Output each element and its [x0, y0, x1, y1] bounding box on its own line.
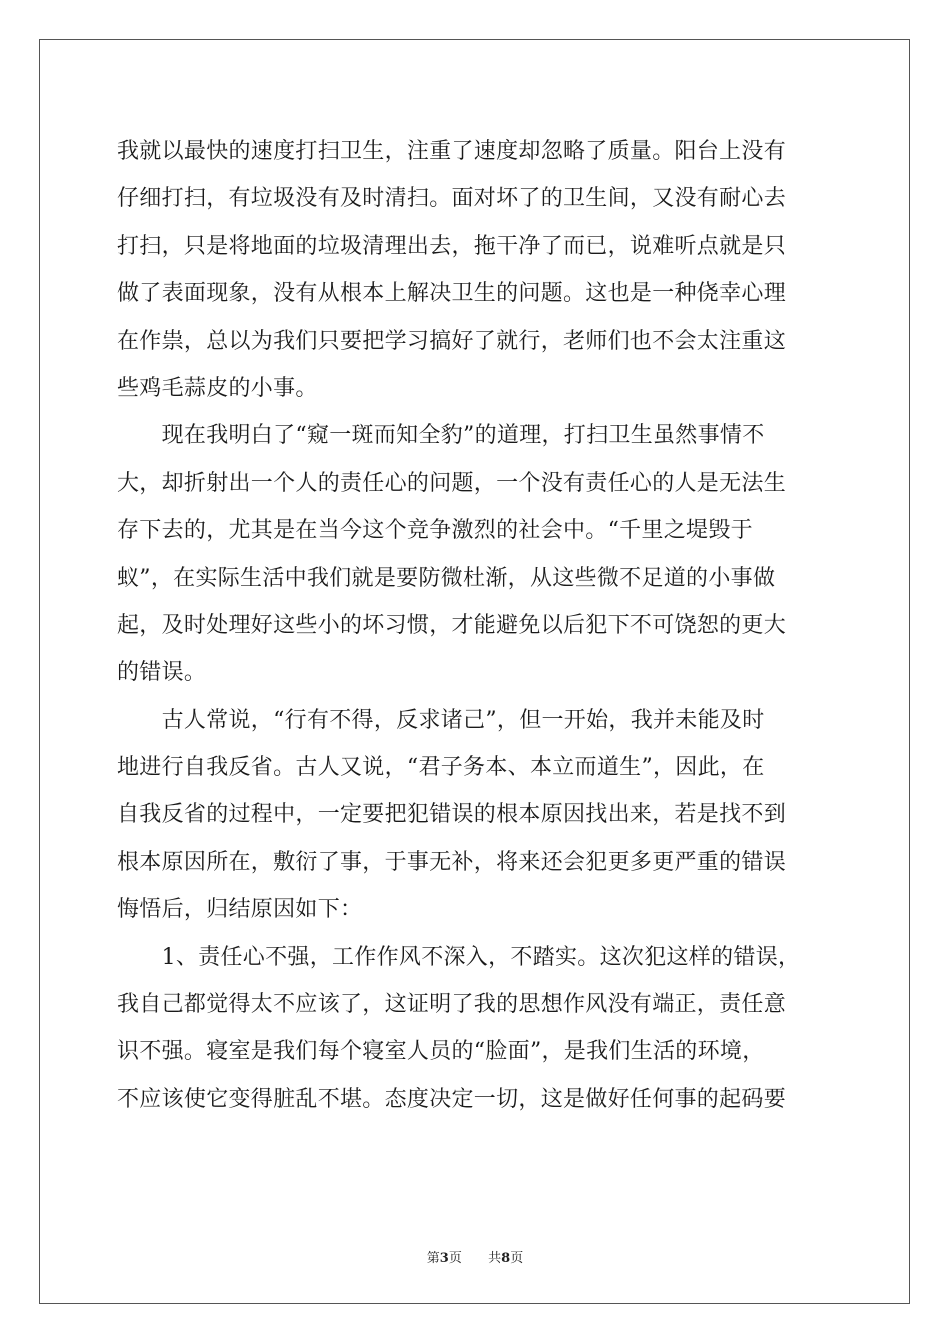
text-line: 我自己都觉得太不应该了，这证明了我的思想作风没有端正，责任意 [117, 992, 787, 1018]
text-line: 1、责任心不强，工作作风不深入，不踏实。这次犯这样的错误， [117, 944, 801, 970]
text-line: 悔悟后，归结原因如下： [117, 897, 363, 923]
text-line: 起，及时处理好这些小的坏习惯，才能避免以后犯下不可饶恕的更大 [117, 612, 787, 638]
text-line: 识不强。寝室是我们每个寝室人员的“脸面”，是我们生活的环境， [117, 1039, 765, 1065]
text-line: 自我反省的过程中，一定要把犯错误的根本原因找出来，若是找不到 [117, 802, 787, 828]
text-line: 的错误。 [117, 660, 207, 686]
text-line: 地进行自我反省。古人又说，“君子务本、本立而道生”，因此，在 [117, 755, 765, 781]
text-line: 存下去的，尤其是在当今这个竞争激烈的社会中。“千里之堤毁于 [117, 518, 753, 544]
text-line: 根本原因所在，敷衍了事，于事无补，将来还会犯更多更严重的错误 [117, 849, 787, 875]
document-body [117, 128, 833, 1123]
text-line: 做了表面现象，没有从根本上解决卫生的问题。这也是一种侥幸心理 [117, 281, 787, 307]
text-line: 大，却折射出一个人的责任心的问题，一个没有责任心的人是无法生 [117, 470, 787, 496]
text-line: 古人常说，“行有不得，反求诸己”，但一开始，我并未能及时 [117, 707, 765, 733]
text-line: 我就以最快的速度打扫卫生，注重了速度却忽略了质量。阳台上没有 [117, 139, 787, 164]
page-total-label: 共8页 [488, 1251, 524, 1266]
text-line: 蚁”，在实际生活中我们就是要防微杜渐，从这些微不足道的小事做 [117, 565, 776, 591]
text-line: 现在我明白了“窥一斑而知全豹”的道理，打扫卫生虽然事情不 [117, 423, 765, 449]
text-line: 不应该使它变得脏乱不堪。态度决定一切，这是做好任何事的起码要 [117, 1086, 787, 1112]
text-line: 仔细打扫，有垃圾没有及时清扫。面对坏了的卫生间，又没有耐心去 [117, 186, 787, 212]
text-line: 在作祟，总以为我们只要把学习搞好了就行，老师们也不会太注重这 [117, 328, 787, 354]
text-line: 些鸡毛蒜皮的小事。 [117, 375, 318, 401]
page-number-label: 第3页 [426, 1251, 462, 1266]
page-footer [0, 1247, 950, 1266]
text-line: 打扫，只是将地面的垃圾清理出去，拖干净了而已，说难听点就是只 [117, 233, 787, 259]
